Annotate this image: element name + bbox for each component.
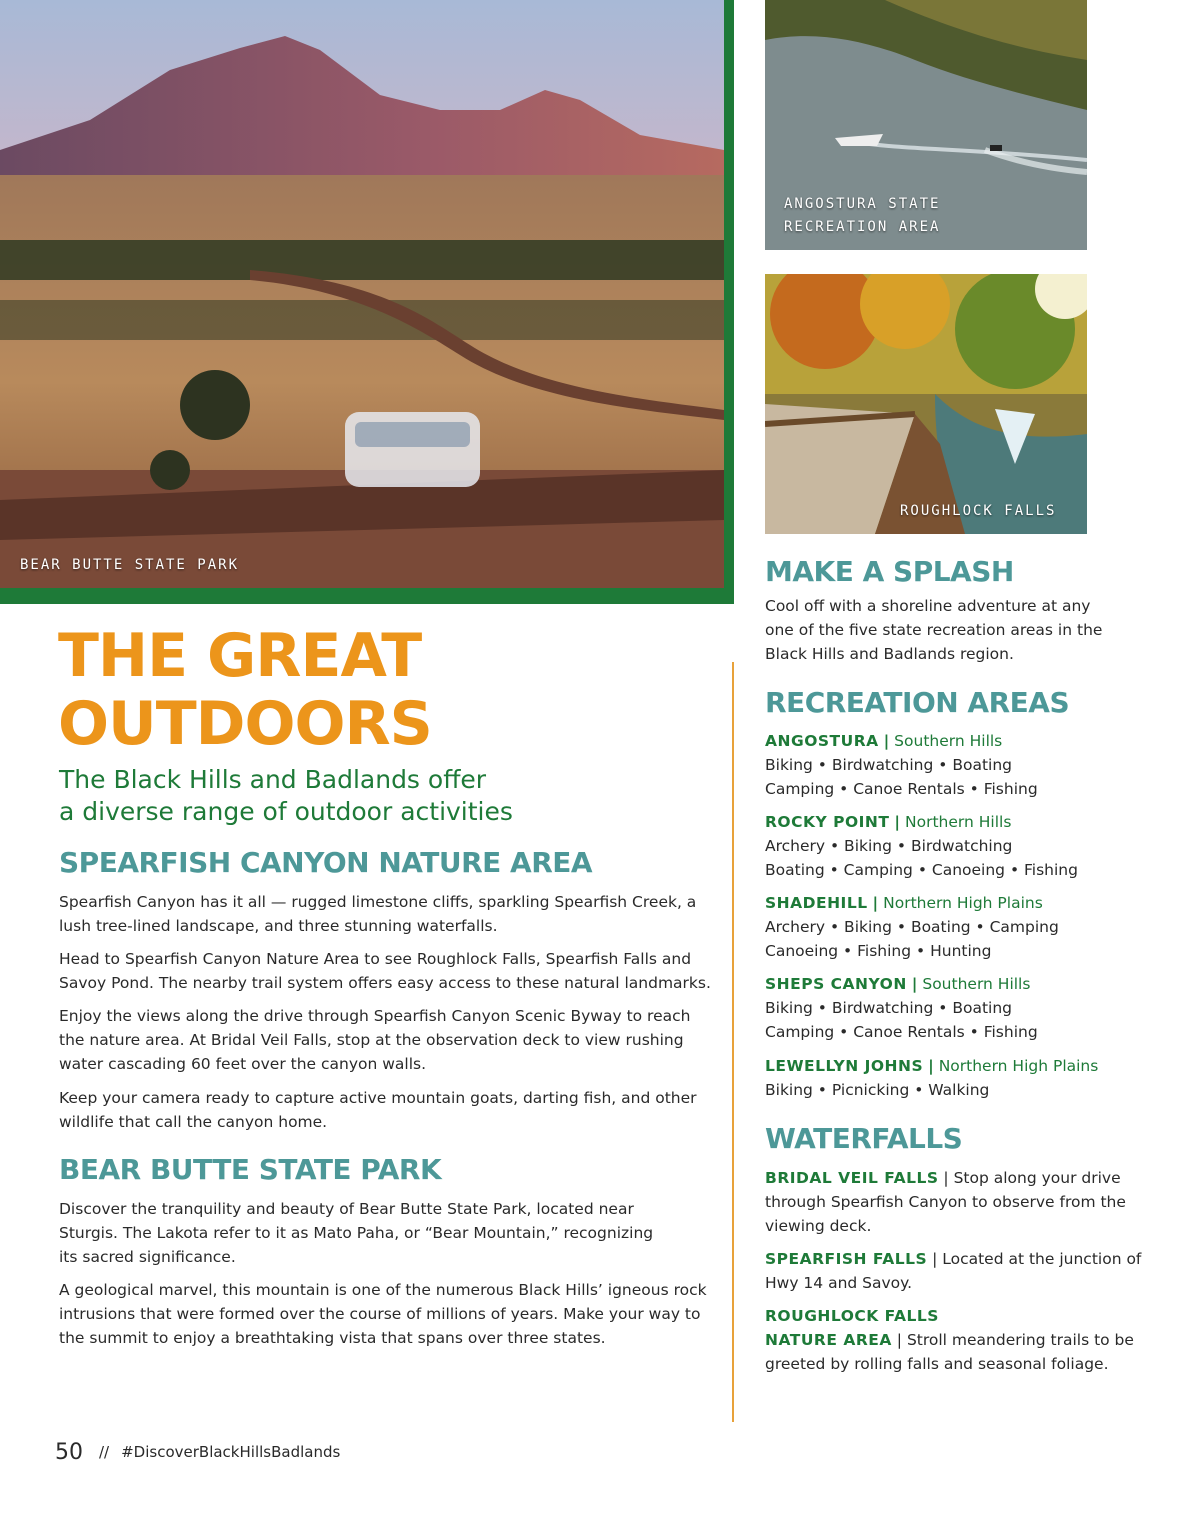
bear-butte-paragraph: A geological marvel, this mountain is one of the numerous Black Hills’ igneous rock intrusions that were formed over the course of millions of years. Make your way to the summit to enjoy a breathtaking vista that spans over three states.: [59, 1281, 707, 1347]
recreation-area-lewellyn-johns: LEWELLYN JOHNS | Northern High Plains Biking • Picnicking • Walking: [765, 1054, 1185, 1102]
area-activities: Archery • Biking • Birdwatching: [765, 837, 1013, 855]
roughlock-caption: ROUGHLOCK FALLS: [900, 503, 1057, 519]
area-name: SHEPS CANYON: [765, 975, 907, 993]
page-subtitle-line2: a diverse range of outdoor activities: [59, 797, 513, 826]
column-divider: [732, 662, 734, 1422]
area-activities: Biking • Birdwatching • Boating: [765, 999, 1012, 1017]
photo-frame-bottom: [0, 588, 734, 604]
bear-butte-photo: [0, 0, 724, 588]
spearfish-paragraph: Enjoy the views along the drive through Spearfish Canyon Scenic Byway to reach the nature area. At Bridal Veil Falls, stop at the observation deck to view rushing water cascading 60 feet over the canyon walls.: [59, 1007, 691, 1073]
area-activities: Biking • Picnicking • Walking: [765, 1081, 990, 1099]
recreation-area-sheps-canyon: SHEPS CANYON | Southern Hills Biking • Birdwatching • Boating Camping • Canoe Rentals • Fishing: [765, 972, 1185, 1044]
bear-butte-heading: BEAR BUTTE STATE PARK: [59, 1153, 442, 1186]
area-activities: Canoeing • Fishing • Hunting: [765, 942, 992, 960]
page-footer: [55, 1440, 340, 1465]
area-name: ROCKY POINT: [765, 813, 890, 831]
footer-separator: //: [99, 1443, 110, 1461]
area-region: Southern Hills: [894, 732, 1003, 750]
area-region: Northern High Plains: [938, 1057, 1099, 1075]
footer-hashtag: #DiscoverBlackHillsBadlands: [121, 1443, 341, 1461]
area-name: LEWELLYN JOHNS: [765, 1057, 924, 1075]
area-activities: Camping • Canoe Rentals • Fishing: [765, 1023, 1038, 1041]
bear-butte-caption: BEAR BUTTE STATE PARK: [20, 557, 240, 573]
waterfall-desc: Located at the junction of Hwy 14 and Savoy.: [765, 1250, 1142, 1292]
angostura-caption-line1: ANGOSTURA STATE: [784, 196, 941, 212]
area-activities: Boating • Camping • Canoeing • Fishing: [765, 861, 1078, 879]
recreation-heading: RECREATION AREAS: [765, 686, 1070, 719]
recreation-area-angostura: ANGOSTURA | Southern Hills Biking • Birdwatching • Boating Camping • Canoe Rentals • Fishing: [765, 729, 1185, 801]
page-title-line1: THE GREAT: [58, 621, 422, 691]
page-title-line2: OUTDOORS: [58, 689, 432, 759]
waterfall-name: SPEARFISH FALLS: [765, 1250, 928, 1268]
area-activities: Archery • Biking • Boating • Camping: [765, 918, 1059, 936]
spearfish-paragraph: Head to Spearfish Canyon Nature Area to see Roughlock Falls, Spearfish Falls and Savoy Pond. The nearby trail system offers easy access to these natural landmarks.: [59, 950, 711, 992]
page-subtitle-line1: The Black Hills and Badlands offer: [59, 765, 487, 794]
area-activities: Camping • Canoe Rentals • Fishing: [765, 780, 1038, 798]
splash-text: Cool off with a shoreline adventure at any one of the five state recreation areas in the Black Hills and Badlands region.: [765, 597, 1103, 663]
waterfall-name: BRIDAL VEIL FALLS: [765, 1169, 939, 1187]
recreation-area-rocky-point: ROCKY POINT | Northern Hills Archery • Biking • Birdwatching Boating • Camping • Canoeing • Fishing: [765, 810, 1185, 882]
area-region: Northern Hills: [905, 813, 1012, 831]
spearfish-heading: SPEARFISH CANYON NATURE AREA: [59, 846, 593, 879]
bear-butte-paragraph: Discover the tranquility and beauty of Bear Butte State Park, located near Sturgis. The Lakota refer to it as Mato Paha, or “Bear Mountain,” recognizing its sacred significance.: [59, 1200, 654, 1266]
waterfall-spearfish: SPEARFISH FALLS | Located at the junction of Hwy 14 and Savoy.: [765, 1250, 1142, 1292]
waterfall-bridal-veil: BRIDAL VEIL FALLS | Stop along your drive through Spearfish Canyon to observe from the viewing deck.: [765, 1169, 1126, 1235]
roughlock-photo: [765, 274, 1087, 534]
area-region: Northern High Plains: [883, 894, 1043, 912]
photo-frame-right: [724, 0, 734, 604]
waterfalls-heading: WATERFALLS: [765, 1122, 963, 1155]
splash-heading: MAKE A SPLASH: [765, 555, 1014, 588]
area-region: Southern Hills: [922, 975, 1031, 993]
waterfall-name: ROUGHLOCK FALLS: [765, 1307, 939, 1325]
waterfall-name: NATURE AREA: [765, 1331, 892, 1349]
angostura-caption: [784, 193, 940, 239]
spearfish-paragraph: Keep your camera ready to capture active mountain goats, darting fish, and other wildlife that call the canyon home.: [59, 1089, 697, 1131]
waterfall-desc: Stop along your drive through Spearfish Canyon to observe from the viewing deck.: [765, 1169, 1126, 1235]
waterfall-roughlock: ROUGHLOCK FALLS NATURE AREA | Stroll meandering trails to be greeted by rolling falls and seasonal foliage.: [765, 1307, 1134, 1373]
waterfall-desc: Stroll meandering trails to be greeted by rolling falls and seasonal foliage.: [765, 1331, 1134, 1373]
area-name: ANGOSTURA: [765, 732, 879, 750]
recreation-area-shadehill: SHADEHILL | Northern High Plains Archery • Biking • Boating • Camping Canoeing • Fishing • Hunting: [765, 891, 1185, 963]
spearfish-paragraph: Spearfish Canyon has it all — rugged limestone cliffs, sparkling Spearfish Creek, a lush tree-lined landscape, and three stunning waterfalls.: [59, 893, 697, 935]
area-activities: Biking • Birdwatching • Boating: [765, 756, 1012, 774]
area-name: SHADEHILL: [765, 894, 868, 912]
page-number: 50: [55, 1440, 83, 1465]
page-title: [58, 622, 698, 758]
angostura-caption-line2: RECREATION AREA: [784, 219, 941, 235]
page-subtitle: [59, 764, 699, 828]
